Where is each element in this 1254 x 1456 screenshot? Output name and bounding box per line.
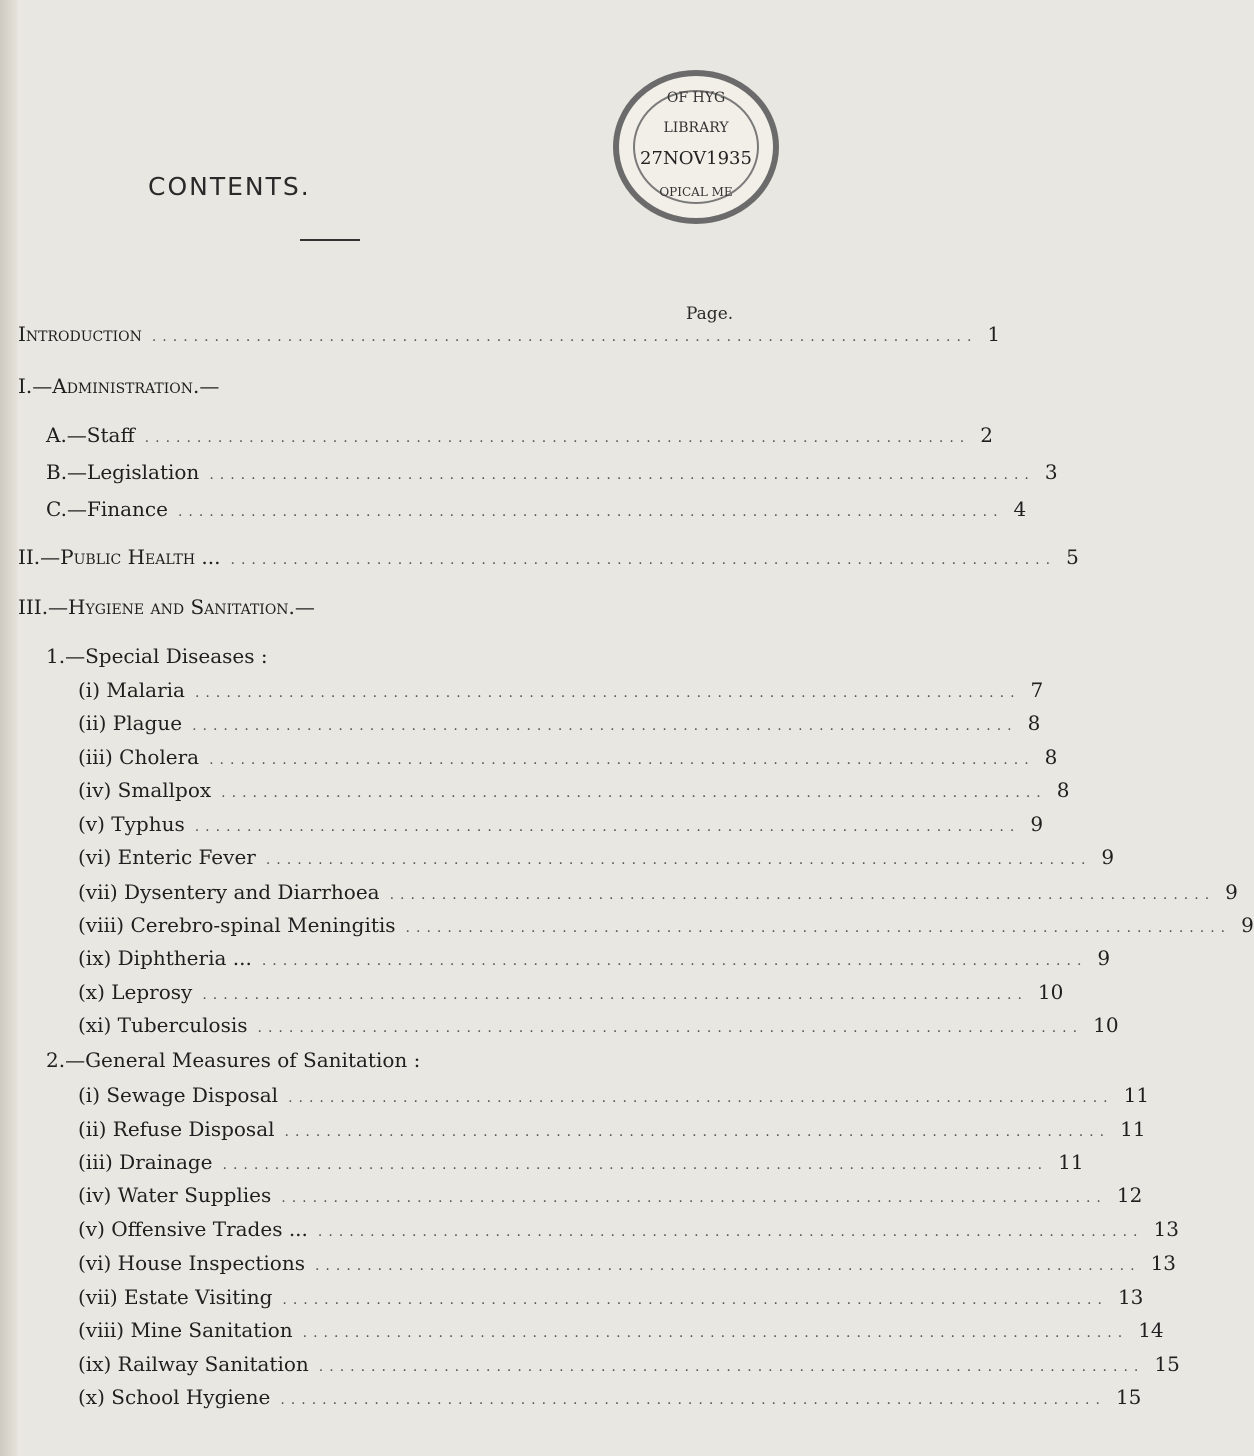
toc-entry-label: (i) Malaria bbox=[78, 678, 185, 702]
toc-entry bbox=[78, 1352, 1180, 1382]
toc-page-number: 3 bbox=[1044, 460, 1058, 484]
leader-dots: ............................................................................... bbox=[318, 1359, 1145, 1375]
toc-entry bbox=[78, 845, 1115, 875]
toc-entry bbox=[78, 1150, 1084, 1180]
toc-page-number: 4 bbox=[1013, 497, 1027, 521]
toc-page-number: 9 bbox=[1241, 913, 1254, 937]
toc-entry-label: (vi) Enteric Fever bbox=[78, 845, 256, 869]
toc-entry-label: (x) School Hygiene bbox=[78, 1385, 271, 1409]
toc-entry-label: (ii) Refuse Disposal bbox=[78, 1117, 275, 1141]
toc-page-number: 8 bbox=[1056, 778, 1070, 802]
library-stamp bbox=[612, 68, 780, 226]
leader-dots: ............................................................................... bbox=[405, 920, 1232, 936]
toc-entry-label: C.—Finance bbox=[46, 497, 168, 521]
toc-entry-label: (viii) Cerebro-spinal Meningitis bbox=[78, 913, 396, 937]
toc-section-heading: 2.—General Measures of Sanitation : bbox=[46, 1048, 421, 1072]
toc-section-heading: I.—Administration.— bbox=[18, 374, 220, 398]
leader-dots: ............................................................................... bbox=[281, 1190, 1107, 1206]
leader-dots: ............................................................................... bbox=[221, 785, 1047, 801]
leader-dots: ............................................................................... bbox=[177, 504, 1004, 520]
toc-page-number: 15 bbox=[1115, 1385, 1142, 1409]
leader-dots: ............................................................................... bbox=[222, 1157, 1049, 1173]
toc-page-number: 13 bbox=[1153, 1217, 1179, 1241]
toc-entry bbox=[78, 980, 1064, 1010]
toc-page-number: 9 bbox=[1097, 946, 1111, 970]
toc-entry bbox=[78, 778, 1070, 808]
toc-entry-label: (ix) Diphtheria ... bbox=[78, 946, 252, 970]
page-edge-shadow bbox=[0, 0, 18, 1456]
toc-page-number: 9 bbox=[1030, 812, 1044, 836]
toc-entry bbox=[46, 497, 1027, 527]
toc-entry bbox=[46, 460, 1058, 490]
toc-page-number: 8 bbox=[1044, 745, 1058, 769]
toc-entry-label: (v) Offensive Trades ... bbox=[78, 1217, 308, 1241]
toc-entry bbox=[78, 1318, 1164, 1348]
toc-entry-label: (ii) Plague bbox=[78, 711, 183, 735]
toc-entry-label: A.—Staff bbox=[46, 423, 135, 447]
toc-entry bbox=[78, 678, 1044, 708]
leader-dots: ............................................................................... bbox=[284, 1124, 1111, 1140]
toc-page-number: 11 bbox=[1058, 1150, 1084, 1174]
leader-dots: ............................................................................... bbox=[192, 718, 1018, 734]
toc-entry-label: (ix) Railway Sanitation bbox=[78, 1352, 309, 1376]
toc-page-number: 14 bbox=[1138, 1318, 1164, 1342]
toc-entry-label: B.—Legislation bbox=[46, 460, 200, 484]
leader-dots: ............................................................................... bbox=[194, 685, 1021, 701]
leader-dots: ............................................................................... bbox=[282, 1292, 1108, 1308]
toc-entry bbox=[78, 745, 1058, 775]
toc-entry bbox=[78, 1217, 1179, 1247]
toc-entry-label: (iv) Water Supplies bbox=[78, 1183, 272, 1207]
leader-dots: ............................................................................... bbox=[144, 430, 971, 446]
leader-dots: ............................................................................... bbox=[209, 467, 1035, 483]
toc-page-number: 9 bbox=[1101, 845, 1115, 869]
leader-dots: ............................................................................... bbox=[317, 1224, 1144, 1240]
toc-entry bbox=[78, 1251, 1177, 1281]
toc-page-number: 11 bbox=[1123, 1083, 1150, 1107]
toc-entry bbox=[78, 946, 1111, 976]
leader-dots: ............................................................................... bbox=[151, 329, 978, 345]
toc-page-number: 15 bbox=[1154, 1352, 1180, 1376]
toc-entry bbox=[78, 1013, 1119, 1043]
leader-dots: ............................................................................... bbox=[389, 887, 1216, 903]
toc-entry-label: (viii) Mine Sanitation bbox=[78, 1318, 293, 1342]
toc-page-number: 13 bbox=[1150, 1251, 1177, 1275]
leader-dots: ............................................................................... bbox=[230, 552, 1057, 568]
leader-dots: ............................................................................... bbox=[261, 953, 1088, 969]
leader-dots: ............................................................................... bbox=[202, 987, 1028, 1003]
toc-entry-label: (iii) Drainage bbox=[78, 1150, 213, 1174]
toc-entry-label: Introduction bbox=[18, 322, 142, 346]
toc-page-number: 1 bbox=[987, 322, 1001, 346]
toc-entry bbox=[18, 322, 1001, 352]
toc-page-number: 13 bbox=[1117, 1285, 1144, 1309]
toc-entry bbox=[78, 1183, 1143, 1213]
toc-entry bbox=[78, 1285, 1144, 1315]
leader-dots: ............................................................................... bbox=[314, 1258, 1141, 1274]
toc-entry bbox=[46, 423, 993, 453]
toc-entry-label: (xi) Tuberculosis bbox=[78, 1013, 248, 1037]
toc-entry bbox=[78, 711, 1041, 741]
toc-entry-label: (vii) Dysentery and Diarrhoea bbox=[78, 880, 380, 904]
leader-dots: ............................................................................... bbox=[302, 1325, 1129, 1341]
page-title: CONTENTS. bbox=[148, 172, 311, 201]
toc-page-number: 8 bbox=[1027, 711, 1041, 735]
stamp-bottom-text: OPICAL ME bbox=[659, 185, 733, 199]
toc-entry bbox=[78, 1385, 1142, 1415]
toc-entry-label: (iii) Cholera bbox=[78, 745, 200, 769]
toc-page-number: 7 bbox=[1030, 678, 1044, 702]
stamp-middle-text: LIBRARY bbox=[663, 120, 729, 136]
leader-dots: ............................................................................... bbox=[194, 819, 1021, 835]
toc-page-number: 11 bbox=[1120, 1117, 1146, 1141]
toc-entry bbox=[78, 1117, 1146, 1147]
toc-entry bbox=[78, 913, 1254, 943]
toc-entry-label: (i) Sewage Disposal bbox=[78, 1083, 279, 1107]
toc-entry bbox=[18, 545, 1079, 575]
title-rule bbox=[300, 239, 360, 241]
stamp-top-text: OF HYG bbox=[666, 90, 726, 106]
toc-entry-label: (iv) Smallpox bbox=[78, 778, 212, 802]
toc-entry-label: (x) Leprosy bbox=[78, 980, 193, 1004]
toc-page-number: 12 bbox=[1116, 1183, 1143, 1207]
leader-dots: ............................................................................... bbox=[288, 1090, 1114, 1106]
toc-entry-label: (vi) House Inspections bbox=[78, 1251, 305, 1275]
toc-entry bbox=[78, 880, 1238, 910]
toc-page-number: 2 bbox=[980, 423, 993, 447]
toc-section-heading: 1.—Special Diseases : bbox=[46, 644, 268, 668]
toc-page-number: 9 bbox=[1225, 880, 1238, 904]
toc-entry-label: (v) Typhus bbox=[78, 812, 185, 836]
leader-dots: ............................................................................... bbox=[265, 852, 1092, 868]
page-column-header: Page. bbox=[686, 304, 734, 324]
stamp-date-text: 27NOV1935 bbox=[640, 148, 752, 169]
toc-page-number: 10 bbox=[1037, 980, 1064, 1004]
toc-entry-label: II.—Public Health ... bbox=[18, 545, 221, 569]
toc-entry bbox=[78, 1083, 1150, 1113]
toc-section-heading: III.—Hygiene and Sanitation.— bbox=[18, 595, 315, 619]
leader-dots: ............................................................................... bbox=[280, 1392, 1106, 1408]
leader-dots: ............................................................................... bbox=[209, 752, 1035, 768]
toc-entry-label: (vii) Estate Visiting bbox=[78, 1285, 273, 1309]
toc-entry bbox=[78, 812, 1044, 842]
toc-page-number: 5 bbox=[1066, 545, 1079, 569]
toc-page-number: 10 bbox=[1093, 1013, 1119, 1037]
leader-dots: ............................................................................... bbox=[257, 1020, 1084, 1036]
